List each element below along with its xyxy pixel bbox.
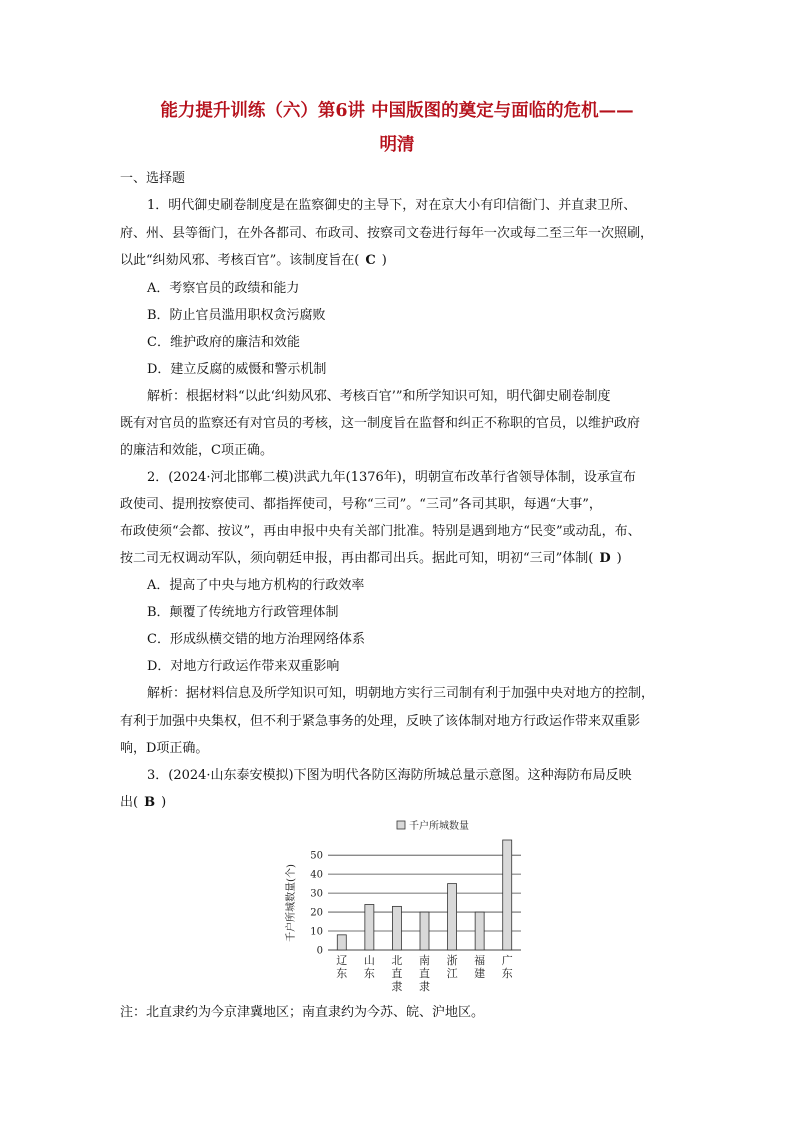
bar [337,935,346,950]
q2-explanation-line1: 解析：据材料信息及所学知识可知，明朝地方实行三司制有利于加强中央对地方的控制， [147,686,655,701]
bar [448,884,457,950]
x-tick-label: 东 [501,967,513,980]
q2-stem-text: 按二司无权调动军队，须向朝廷申报，再由都司出兵。据此可知，明初“三司”体制( [120,551,594,566]
x-tick-label: 辽 [336,954,348,967]
q2-option-c: C．形成纵横交错的地方治理网络体系 [147,632,365,647]
bar [392,906,401,950]
y-axis-label: 千户所城数量(个) [286,864,297,942]
x-tick-label: 直 [419,967,430,980]
x-tick-label: 东 [336,967,348,980]
legend-swatch [397,821,405,829]
x-tick-label: 东 [363,967,375,980]
q1-stem-line2: 府、州、县等衙门，在外各都司、布政司、按察司文卷进行每年一次或每二至三年一次照刷， [120,226,654,241]
q1-explanation-line2: 既有对官员的监察还有对官员的考核，这一制度旨在监督和纠正不称职的官员，以维护政府 [120,416,641,431]
q2-explanation-line2: 有利于加强中央集权，但不利于紧急事务的处理，反映了该体制对地方行政运作带来双重影 [120,714,641,729]
bar [365,904,374,950]
bar [420,912,429,950]
x-tick-label: 建 [474,967,486,980]
chart-bars [337,840,511,950]
q2-explanation-line3: 响，D项正确。 [120,741,209,756]
x-tick-label: 隶 [391,980,403,993]
q1-explanation-line1: 解析：根据材料“以此‘纠劾风邪、考核百官’”和所学知识可知，明代御史刷卷制度 [147,389,611,404]
q1-option-b: B．防止官员滥用职权贪污腐败 [147,308,326,323]
x-tick-label: 浙 [446,954,458,967]
bar [475,912,484,950]
q3-paren-close: ) [161,795,167,810]
q2-paren-close: ) [616,551,622,566]
q3-stem-line2 [120,793,676,813]
chart-legend [397,819,469,832]
q1-paren-close: ) [381,253,387,268]
q2-stem-line2: 政使司、提刑按察使司、都指挥使司，号称“三司”。“三司”各司其职，每遇“大事”， [120,497,602,512]
q1-option-a: A．考察官员的政绩和能力 [147,281,300,296]
x-tick-label: 南 [419,954,430,967]
q1-stem-line3 [120,251,676,271]
x-tick-label: 福 [474,954,486,967]
x-tick-label: 直 [391,967,403,980]
q3-stem-line1: 3．(2024·山东泰安模拟)下图为明代各防区海防所城总量示意图。这种海防布局反映 [147,768,632,783]
legend-label: 千户所城数量 [409,821,469,832]
q2-option-a: A．提高了中央与地方机构的行政效率 [147,578,365,593]
x-tick-label: 广 [501,954,513,967]
q2-option-b: B．颠覆了传统地方行政管理体制 [147,605,339,620]
x-tick-label: 山 [363,954,375,967]
page-title-continued: 明清 [379,135,415,155]
y-tick-label: 20 [310,907,323,919]
x-tick-label: 江 [446,967,458,980]
q2-stem-line3: 布政使须“会都、按议”，再由申报中央有关部门批准。特别是遇到地方“民变”或动乱，布、 [120,524,641,539]
q1-option-d: D．建立反腐的威慑和警示机制 [147,362,327,377]
page-title: 能力提升训练（六）第6讲 中国版图的奠定与面临的危机—— [160,101,634,121]
chart-note: 注：北直隶约为今京津冀地区；南直隶约为今苏、皖、沪地区。 [120,1005,485,1020]
x-tick-label: 隶 [419,980,430,993]
q2-stem-line4 [120,549,676,569]
q3-answer: B [144,795,156,810]
bar-chart [280,816,540,1001]
q2-option-d: D．对地方行政运作带来双重影响 [147,659,340,674]
q2-answer: D [599,551,611,566]
q1-option-c: C．维护政府的廉洁和效能 [147,335,300,350]
bar [503,840,512,950]
section-heading: 一、选择题 [120,171,186,186]
y-tick-label: 40 [310,869,323,881]
x-tick-label: 北 [391,954,403,967]
q1-stem-line1: 1．明代御史刷卷制度是在监察御史的主导下，对在京大小有印信衙门、并直隶卫所、 [147,198,637,213]
q1-answer: C [365,253,376,268]
y-tick-label: 0 [316,945,323,957]
q2-stem-line1: 2．(2024·河北邯郸二模)洪武九年(1376年)，明朝宣布改革行省领导体制，设承宣布 [147,470,636,485]
y-tick-label: 10 [310,926,323,938]
y-tick-label: 50 [310,850,323,862]
q1-explanation-line3: 的廉洁和效能，C项正确。 [120,443,273,458]
q3-stem-text: 出( [120,795,139,810]
y-tick-label: 30 [310,888,323,900]
q1-stem-text: 以此“纠劾风邪、考核百官”。该制度旨在( [120,253,360,268]
x-axis-labels [336,953,512,993]
